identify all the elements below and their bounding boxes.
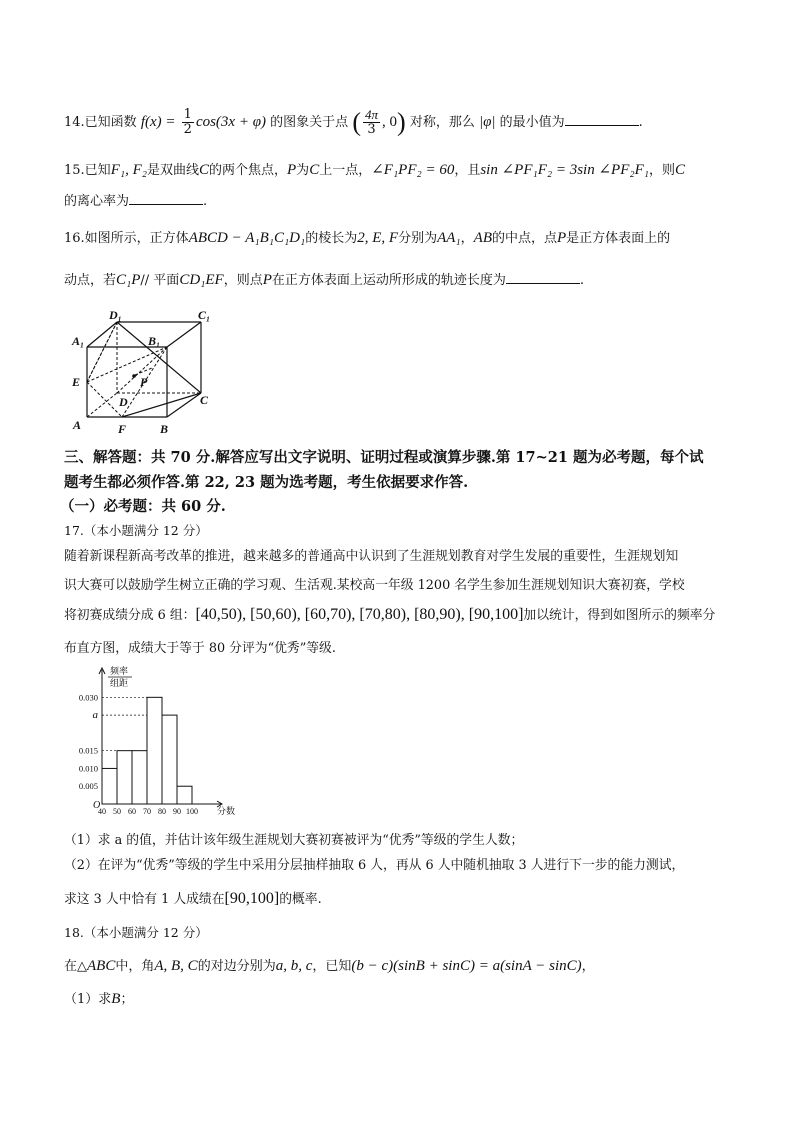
histogram-bar <box>117 751 132 804</box>
y-label-numerator: 频率 <box>110 666 129 676</box>
label-C1: C₁ <box>198 308 211 322</box>
q17-header: 17.（本小题满分 12 分） <box>64 523 208 538</box>
cube-figure <box>60 305 230 435</box>
histogram-bar <box>177 786 192 804</box>
q17-sub-1: （1）求 a 的值，并估计该年级生涯规划大赛初赛被评为“优秀”等级的学生人数； <box>64 833 524 848</box>
q17-para-2: 识大赛可以鼓励学生树立正确的学习观、生活观.某校高一年级 1200 名学生参加生涯规划知识大赛初赛，学校 <box>64 578 685 593</box>
label-C: C <box>200 393 209 407</box>
label-A1: A₁ <box>72 334 85 348</box>
q17-sub-2: （2）在评为“优秀”等级的学生中采用分层抽样抽取 6 人，再从 6 人中随机抽取 3 人进行下一步的能力测试， <box>64 858 685 873</box>
y-label-denominator: 组距 <box>110 678 129 688</box>
q18-header: 18.（本小题满分 12 分） <box>64 925 208 940</box>
q18-equation: (b − c)(sinB + sinC) = a(sinA − sinC) <box>351 958 582 974</box>
label-D: D <box>119 395 128 409</box>
x-axis-label: 分数 <box>217 806 236 816</box>
answer-blank-15[interactable] <box>129 192 203 205</box>
q14-function-rhs: cos(3x + φ) <box>195 114 267 130</box>
section-3-line-2: 题考生都必须作答.第 22, 23 题为选考题，考生依据要求作答. <box>64 474 469 491</box>
q18-sub-1: （1）求B； <box>64 991 134 1007</box>
y-tick-label: 0.015 <box>78 745 98 756</box>
answer-blank-16[interactable] <box>506 271 580 284</box>
q14-half-fraction: $\frac{1}{2}$ <box>183 107 192 137</box>
q14-point-fraction: $\frac{4\pi}{3}$ <box>364 107 378 137</box>
q17-para-1: 随着新课程新高考改革的推进，越来越多的普通高中认识到了生涯规划教育对学生发展的重要性，生涯规划知 <box>64 549 679 564</box>
section-3-subheading: （一）必考题：共 60 分. <box>60 498 226 515</box>
label-F: F <box>118 422 127 435</box>
x-tick-label: 50 <box>113 807 121 816</box>
y-tick-label: 0.010 <box>78 763 98 774</box>
histogram-bar <box>102 768 117 804</box>
origin-label: O <box>93 800 101 811</box>
label-P: P <box>140 375 148 389</box>
histogram-bar <box>162 715 177 804</box>
q15-line-2: 的离心率为 . <box>64 194 208 209</box>
q14-line: 14.已知函数 f(x) = $\frac{1}{2}$ cos(3x + φ) 的图象关于点 ( $\frac{4\pi}{3}$ , 0) 对称，那么 |φ| 的最小值为 . <box>64 107 643 137</box>
label-D1: D₁ <box>109 308 122 322</box>
x-tick-label: 90 <box>173 807 181 816</box>
q17-para-3: 将初赛成绩分成 6 组：[40,50), [50,60), [60,70), [70,80), [80,90), [90,100]加以统计，得到如图所示的频率分 <box>64 606 716 623</box>
q17-para-4: 布直方图，成绩大于等于 80 分评为“优秀”等级. <box>64 641 336 656</box>
y-tick-label: 0.030 <box>78 692 98 703</box>
q17-sub-3: 求这 3 人中恰有 1 人成绩在[90,100]的概率. <box>64 890 322 907</box>
q14-function-lhs: f(x) = <box>140 114 176 130</box>
y-tick-label: 0.005 <box>78 781 98 792</box>
answer-blank-14[interactable] <box>565 113 639 126</box>
x-tick-label: 70 <box>143 807 151 816</box>
histogram-bar <box>132 751 147 804</box>
q15-line-1: 15.已知F₁, F₂是双曲线C的两个焦点，P为C上一点，∠F₁PF₂ = 60，且sin ∠PF₁F₂ = 3sin ∠PF₂F₁，则C <box>64 162 685 178</box>
label-E: E <box>72 375 81 389</box>
q16-line-2: 动点，若C₁P// 平面CD₁EF，则点P在正方体表面上运动所形成的轨迹长度为 . <box>64 272 585 288</box>
q18-line-1: 在△ABC中，角A, B, C的对边分别为a, b, c，已知(b − c)(sinB + sinC) = a(sinA − sinC)， <box>64 958 595 974</box>
x-tick-label: 60 <box>128 807 136 816</box>
label-B: B <box>160 422 169 435</box>
label-A: A <box>73 418 82 432</box>
q17-groups: [40,50), [50,60), [60,70), [70,80), [80,90), [90,100] <box>195 606 524 623</box>
q16-line-1: 16.如图所示，正方体ABCD − A₁B₁C₁D₁的棱长为2, E, F分别为AA₁，AB的中点，点P是正方体表面上的 <box>64 230 671 246</box>
x-tick-label: 40 <box>98 807 106 816</box>
y-tick-label: a <box>92 709 98 722</box>
label-B1: B₁ <box>148 334 161 348</box>
section-3-line-1: 三、解答题：共 70 分.解答应写出文字说明、证明过程或演算步骤.第 17~21 题为必考题，每个试 <box>64 449 704 466</box>
frequency-histogram <box>62 662 242 822</box>
q14-abs-phi: |φ| <box>478 114 496 130</box>
histogram-bar <box>147 697 162 804</box>
x-tick-label: 80 <box>158 807 166 816</box>
x-tick-label: 100 <box>186 807 198 816</box>
